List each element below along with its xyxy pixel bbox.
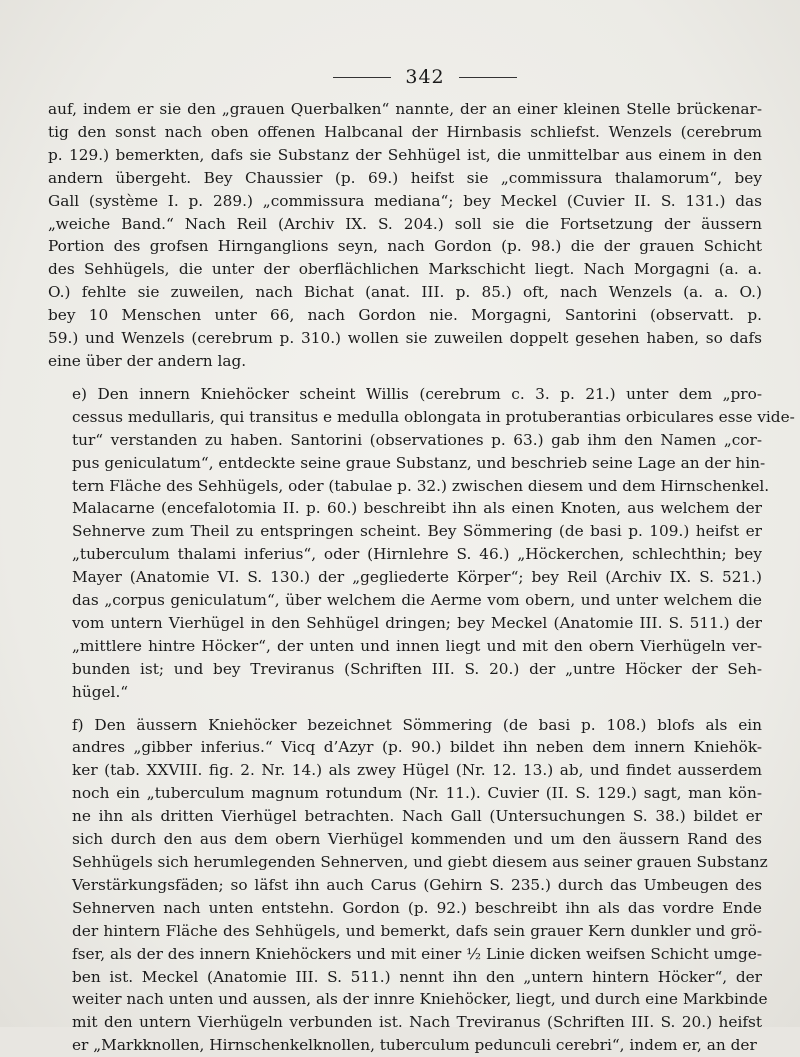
header-rule-right bbox=[459, 77, 517, 78]
paragraph-f bbox=[48, 714, 768, 1057]
text-line: er „Markknollen, Hirnschenkelknollen, tuberculum pedunculi cerebri“, indem er, an der bbox=[72, 1036, 757, 1055]
text-line: pus geniculatum“, entdeckte seine graue Substanz, und beschrieb seine Lage an der hin- bbox=[72, 453, 766, 472]
text-line: das „corpus geniculatum“, über welchem die Aerme vom obern, und unter welchem die bbox=[72, 591, 762, 610]
header-rule-left bbox=[333, 77, 391, 78]
text-line: Mayer (Anatomie VI. S. 130.) der „gegliederte Körper“; bey Reil (Archiv IX. S. 521.) bbox=[72, 568, 762, 587]
text-line: eine über der andern lag. bbox=[48, 351, 247, 370]
text-line: O.) fehlte sie zuweilen, nach Bichat (anat. III. p. 85.) oft, nach Wenzels (a. a. O.) bbox=[48, 283, 762, 302]
text-line: andern übergeht. Bey Chaussier (p. 69.) heifst sie „commissura thalamorum“, bey bbox=[48, 168, 762, 187]
text-line: „tuberculum thalami inferius“, oder (Hirnlehre S. 46.) „Höckerchen, schlechthin; bey bbox=[72, 545, 762, 564]
paragraph-d-continued bbox=[48, 98, 762, 373]
text-line: tern Fläche des Sehhügels, oder (tabulae p. 32.) zwischen diesem und dem Hirnschenkel. bbox=[72, 476, 770, 495]
text-line: p. 129.) bemerkten, dafs sie Substanz der Sehhügel ist, die unmittelbar aus einem in den bbox=[48, 145, 762, 164]
text-line: Sehnerven nach unten entstehn. Gordon (p. 92.) beschreibt ihn als das vordre Ende bbox=[72, 898, 762, 917]
text-line: mit den untern Vierhügeln verbunden ist. Nach Treviranus (Schriften III. S. 20.) heifst bbox=[72, 1013, 762, 1032]
text-line: fser, als der des innern Kniehöckers und mit einer ½ Linie dicken weifsen Schicht umge- bbox=[72, 944, 762, 963]
body-text bbox=[48, 98, 795, 1057]
text-line: Verstärkungsfäden; so läfst ihn auch Carus (Gehirn S. 235.) durch das Umbeugen des bbox=[72, 875, 762, 894]
text-line: e) Den innern Kniehöcker scheint Willis (cerebrum c. 3. p. 21.) unter dem „pro- bbox=[72, 384, 762, 403]
page-number: 342 bbox=[405, 66, 445, 88]
text-line: andres „gibber inferius.“ Vicq d’Azyr (p. 90.) bildet ihn neben dem innern Kniehök- bbox=[72, 738, 762, 757]
text-line: weiter nach unten und aussen, als der innre Kniehöcker, liegt, und durch eine Markbinde bbox=[72, 990, 768, 1009]
text-line: „mittlere hintre Höcker“, der unten und innen liegt und mit den obern Vierhügeln ver- bbox=[72, 636, 762, 655]
text-line: ben ist. Meckel (Anatomie III. S. 511.) nennt ihn den „untern hintern Höcker“, der bbox=[72, 967, 762, 986]
page-header bbox=[88, 66, 762, 88]
text-line: cessus medullaris, qui transitus e medulla oblongata in protuberantias orbiculares esse vide- bbox=[72, 407, 795, 426]
text-line: tur“ verstanden zu haben. Santorini (observationes p. 63.) gab ihm den Namen „cor- bbox=[72, 430, 762, 449]
text-line: ne ihn als dritten Vierhügel betrachten. Nach Gall (Untersuchungen S. 38.) bildet er bbox=[72, 807, 762, 826]
text-line: vom untern Vierhügel in den Sehhügel dringen; bey Meckel (Anatomie III. S. 511.) der bbox=[72, 613, 762, 632]
text-line: 59.) und Wenzels (cerebrum p. 310.) wollen sie zuweilen doppelt gesehen haben, so dafs bbox=[48, 329, 762, 348]
text-line: des Sehhügels, die unter der oberflächlichen Markschicht liegt. Nach Morgagni (a. a. bbox=[48, 260, 762, 279]
text-line: sich durch den aus dem obern Vierhügel kommenden und um den äussern Rand des bbox=[72, 830, 762, 849]
text-line: bunden ist; und bey Treviranus (Schriften III. S. 20.) der „untre Höcker der Seh- bbox=[72, 659, 762, 678]
text-line: bey 10 Menschen unter 66, nach Gordon nie. Morgagni, Santorini (observatt. p. bbox=[48, 306, 762, 325]
text-line: tig den sonst nach oben offenen Halbcanal der Hirnbasis schliefst. Wenzels (cerebrum bbox=[48, 122, 762, 141]
text-line: der hintern Fläche des Sehhügels, und bemerkt, dafs sein grauer Kern dunkler und grö- bbox=[72, 921, 762, 940]
text-line: Malacarne (encefalotomia II. p. 60.) beschreibt ihn als einen Knoten, aus welchem der bbox=[72, 499, 762, 518]
text-line: Sehnerve zum Theil zu entspringen scheint. Bey Sömmering (de basi p. 109.) heifst er bbox=[72, 522, 762, 541]
text-line: Portion des grofsen Hirnganglions seyn, nach Gordon (p. 98.) die der grauen Schicht bbox=[48, 237, 762, 256]
text-line: Gall (système I. p. 289.) „commissura mediana“; bey Meckel (Cuvier II. S. 131.) das bbox=[48, 191, 762, 210]
text-line: Sehhügels sich herumlegenden Sehnerven, und giebt diesem aus seiner grauen Substanz bbox=[72, 853, 768, 871]
text-line: f) Den äussern Kniehöcker bezeichnet Sömmering (de basi p. 108.) blofs als ein bbox=[72, 715, 762, 734]
text-line: auf, indem er sie den „grauen Querbalken“ nannte, der an einer kleinen Stelle brückenar- bbox=[48, 100, 762, 118]
text-line: hügel.“ bbox=[72, 682, 129, 701]
text-line: „weiche Band.“ Nach Reil (Archiv IX. S. 204.) soll sie die Fortsetzung der äussern bbox=[48, 214, 762, 233]
paragraph-e bbox=[48, 383, 795, 704]
text-line: ker (tab. XXVIII. fig. 2. Nr. 14.) als zwey Hügel (Nr. 12. 13.) ab, und findet ausserdem bbox=[72, 761, 762, 780]
text-line: noch ein „tuberculum magnum rotundum (Nr. 11.). Cuvier (II. S. 129.) sagt, man kön- bbox=[72, 784, 762, 803]
